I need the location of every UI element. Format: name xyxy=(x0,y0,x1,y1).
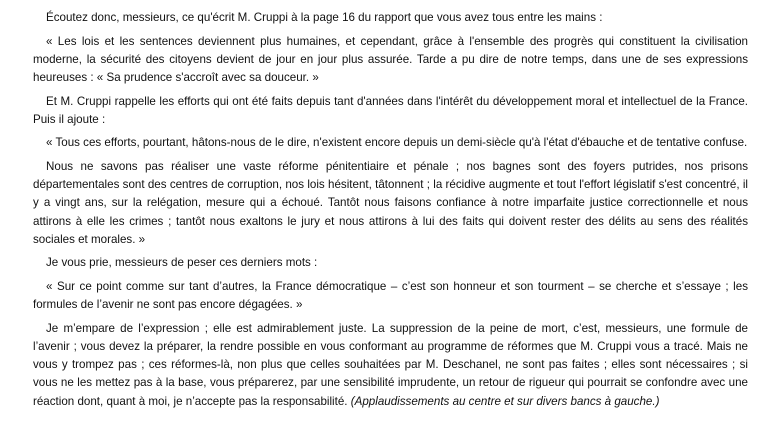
paragraph-quote-efforts: « Tous ces efforts, pourtant, hâtons-nous de le dire, n'existent encore depuis un demi-siècle qu'à l'état d'ébauche et de tentative confuse. xyxy=(46,136,748,150)
paragraph-death-penalty-text: Je m’empare de l’expression ; elle est admirablement juste. La suppression de la peine de mort, c’est, messieurs, une formule de l’avenir ; vous devez la préparer, la rendre possible en vous conformant au programme de réformes que M. Cruppi vous a tracé. Mais ne vous y trompez pas ; ces réformes-là, non plus que celles souhaitées par M. Deschanel, ne sont pas faites ; elles sont nécessaires ; si vous ne les mettez pas à la base, vous préparerez, par une sensibilité imprudente, un retour de rigueur qui pourrait se confondre avec une réaction dont, quant à moi, je n’accepte pas la responsabilité. xyxy=(33,321,748,408)
paragraph-penal-reform: Nous ne savons pas réaliser une vaste réforme pénitentiaire et pénale ; nos bagnes sont des foyers putrides, nos prisons départementales sont des centres de corruption, nos lois hésitent, tâtonnent ; la récidive augmente et tout l'effort législatif s'est concentré, il y a vingt ans, sur la relégation, mesure qui a échoué. Tantôt nous faisons confiance à notre imparfaite justice correctionnelle et nous attirons à elle les crimes ; tantôt nous exaltons le jury et nous attirons à lui des faits qui doivent rester des délits au sens des réalités sociales et morales. » xyxy=(33,159,748,246)
paragraph-quote-civilisation: « Les lois et les sentences deviennent plus humaines, et cependant, grâce à l'ensemble des progrès qui constituent la civilisation moderne, la sécurité des citoyens devient de jour en jour plus assurée. Tarde a pu dire de notre temps, dans une de ses expressions heureuses : « Sa prudence s'accroît avec sa douceur. » xyxy=(33,34,748,84)
paragraph-death-penalty xyxy=(33,320,748,411)
paragraph-quote-democratic-france: « Sur ce point comme sur tant d’autres, la France démocratique – c’est son honneur et son tourment – se cherche et s’essaye ; les formules de l’avenir ne sont pas encore dégagées. » xyxy=(33,279,748,312)
paragraph-weigh-words: Je vous prie, messieurs de peser ces derniers mots : xyxy=(46,256,318,270)
paragraph-intro: Écoutez donc, messieurs, ce qu'écrit M. Cruppi à la page 16 du rapport que vous avez tous entre les mains : xyxy=(46,11,603,24)
applause-annotation: (Applaudissements au centre et sur divers bancs à gauche.) xyxy=(350,394,660,408)
paragraph-cruppi-reminder: Et M. Cruppi rappelle les efforts qui ont été faits depuis tant d'années dans l'intérêt du développement moral et intellectuel de la France. Puis il ajoute : xyxy=(33,94,748,126)
